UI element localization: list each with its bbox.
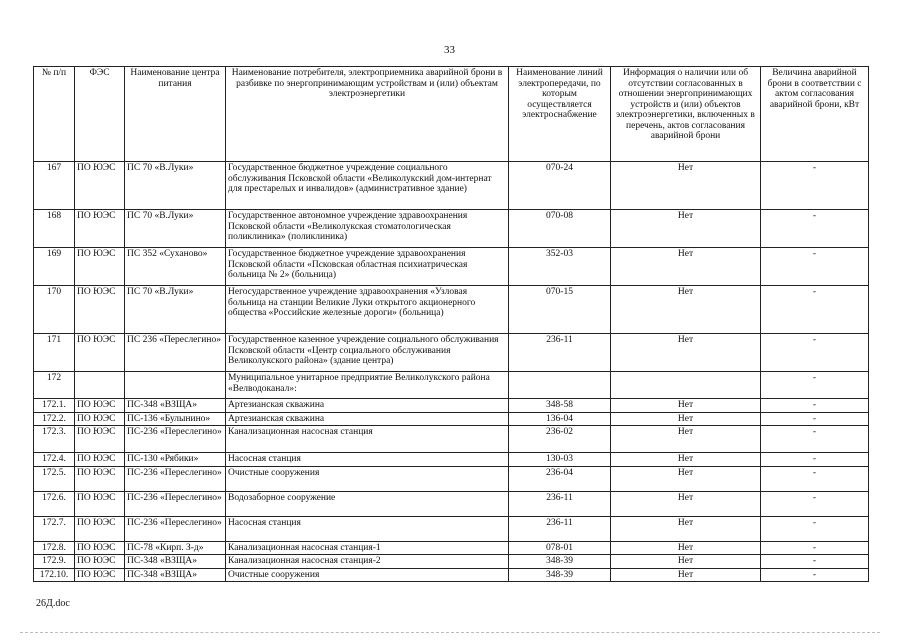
agreement-info-cell: Нет xyxy=(611,286,761,334)
power-line-cell: 070-08 xyxy=(509,210,611,248)
reserve-value-cell: - xyxy=(761,426,869,453)
agreement-info-cell: Нет xyxy=(611,162,761,210)
row-number: 171 xyxy=(34,334,75,372)
agreement-info-cell: Нет xyxy=(611,248,761,286)
table-row xyxy=(34,412,869,426)
table-row xyxy=(34,491,869,516)
reserve-value-cell: - xyxy=(761,248,869,286)
power-line-cell: 130-03 xyxy=(509,453,611,467)
power-center-cell: ПС 352 «Суханово» xyxy=(125,248,226,286)
agreement-info-cell xyxy=(611,372,761,399)
power-center-cell: ПС 70 «В.Луки» xyxy=(125,286,226,334)
fes-cell: ПО ЮЭС xyxy=(75,541,125,555)
table-row xyxy=(34,516,869,541)
fes-cell: ПО ЮЭС xyxy=(75,466,125,491)
reserve-value-cell: - xyxy=(761,162,869,210)
reserve-value-cell: - xyxy=(761,541,869,555)
power-center-cell: ПС-236 «Переслегино» xyxy=(125,426,226,453)
power-line-cell: 236-11 xyxy=(509,334,611,372)
reserve-value-cell: - xyxy=(761,516,869,541)
power-line-cell: 236-04 xyxy=(509,466,611,491)
table-row xyxy=(34,162,869,210)
power-line-cell: 078-01 xyxy=(509,541,611,555)
row-number: 168 xyxy=(34,210,75,248)
reserve-value-cell: - xyxy=(761,491,869,516)
power-line-cell: 352-03 xyxy=(509,248,611,286)
fes-cell: ПО ЮЭС xyxy=(75,555,125,569)
row-number: 172.5. xyxy=(34,466,75,491)
consumer-cell: Очистные сооружения xyxy=(226,466,509,491)
fes-cell: ПО ЮЭС xyxy=(75,412,125,426)
row-number: 172.7. xyxy=(34,516,75,541)
table-row xyxy=(34,372,869,399)
header-consumer: Наименование потребителя, электроприемника аварийной брони в разбивке по энергопринимающим устройствам и (или) объектам электроэнергетики xyxy=(226,67,509,162)
fes-cell: ПО ЮЭС xyxy=(75,286,125,334)
row-number: 172 xyxy=(34,372,75,399)
consumer-cell: Очистные сооружения xyxy=(226,568,509,582)
row-number: 172.1. xyxy=(34,399,75,413)
reserve-value-cell: - xyxy=(761,555,869,569)
agreement-info-cell: Нет xyxy=(611,210,761,248)
fes-cell: ПО ЮЭС xyxy=(75,516,125,541)
page-number: 33 xyxy=(444,44,455,56)
table-body xyxy=(34,162,869,582)
power-center-cell: ПС-236 «Переслегино» xyxy=(125,466,226,491)
power-center-cell: ПС-348 «ВЗЩА» xyxy=(125,555,226,569)
consumer-cell: Муниципальное унитарное предприятие Великолукского района «Велводоканал»: xyxy=(226,372,509,399)
power-center-cell: ПС-348 «ВЗЩА» xyxy=(125,399,226,413)
reserve-value-cell: - xyxy=(761,399,869,413)
reserve-value-cell: - xyxy=(761,334,869,372)
fes-cell: ПО ЮЭС xyxy=(75,453,125,467)
power-center-cell: ПС-236 «Переслегино» xyxy=(125,491,226,516)
fes-cell: ПО ЮЭС xyxy=(75,210,125,248)
row-number: 172.6. xyxy=(34,491,75,516)
power-center-cell: ПС 236 «Переслегино» xyxy=(125,334,226,372)
power-line-cell: 348-58 xyxy=(509,399,611,413)
consumer-cell: Канализационная насосная станция xyxy=(226,426,509,453)
table-row xyxy=(34,334,869,372)
power-center-cell: ПС-78 «Кирп. З-д» xyxy=(125,541,226,555)
consumer-cell: Негосударственное учреждение здравоохранения «Узловая больница на станции Великие Луки открытого акционерного общества «Российские железные дороги» (больница) xyxy=(226,286,509,334)
agreement-info-cell: Нет xyxy=(611,399,761,413)
power-line-cell xyxy=(509,372,611,399)
table-row xyxy=(34,248,869,286)
power-line-cell: 348-39 xyxy=(509,555,611,569)
reserve-value-cell: - xyxy=(761,286,869,334)
power-line-cell: 236-11 xyxy=(509,516,611,541)
table-header-row xyxy=(34,67,869,162)
consumer-cell: Артезианская скважина xyxy=(226,399,509,413)
reserve-table xyxy=(33,66,869,582)
header-reserve-value: Величина аварийной брони в соответствии с актом согласования аварийной брони, кВт xyxy=(761,67,869,162)
table-row xyxy=(34,555,869,569)
agreement-info-cell: Нет xyxy=(611,541,761,555)
power-center-cell: ПС 70 «В.Луки» xyxy=(125,162,226,210)
consumer-cell: Канализационная насосная станция-1 xyxy=(226,541,509,555)
table-row xyxy=(34,453,869,467)
row-number: 172.10. xyxy=(34,568,75,582)
table-row xyxy=(34,466,869,491)
reserve-value-cell: - xyxy=(761,453,869,467)
row-number: 169 xyxy=(34,248,75,286)
consumer-cell: Водозаборное сооружение xyxy=(226,491,509,516)
header-fes: ФЭС xyxy=(75,67,125,162)
consumer-cell: Государственное автономное учреждение здравоохранения Псковской области «Великолукская стоматологическая поликлиника» (поликлиника) xyxy=(226,210,509,248)
fes-cell: ПО ЮЭС xyxy=(75,568,125,582)
agreement-info-cell: Нет xyxy=(611,334,761,372)
table-row xyxy=(34,541,869,555)
agreement-info-cell: Нет xyxy=(611,426,761,453)
page-bottom-divider xyxy=(20,632,880,633)
fes-cell: ПО ЮЭС xyxy=(75,334,125,372)
table-row xyxy=(34,210,869,248)
fes-cell: ПО ЮЭС xyxy=(75,426,125,453)
power-line-cell: 236-11 xyxy=(509,491,611,516)
power-center-cell: ПС-136 «Булынино» xyxy=(125,412,226,426)
consumer-cell: Государственное бюджетное учреждение социального обслуживания Псковской области «Великолукский дом-интернат для престарелых и инвалидов» (административное здание) xyxy=(226,162,509,210)
row-number: 172.2. xyxy=(34,412,75,426)
row-number: 170 xyxy=(34,286,75,334)
reserve-value-cell: - xyxy=(761,466,869,491)
power-line-cell: 070-24 xyxy=(509,162,611,210)
agreement-info-cell: Нет xyxy=(611,412,761,426)
consumer-cell: Государственное казенное учреждение социального обслуживания Псковской области «Центр социального обслуживания Великолукского района» (здание центра) xyxy=(226,334,509,372)
consumer-cell: Канализационная насосная станция-2 xyxy=(226,555,509,569)
table-row xyxy=(34,568,869,582)
table-row xyxy=(34,426,869,453)
power-center-cell: ПС-348 «ВЗЩА» xyxy=(125,568,226,582)
fes-cell: ПО ЮЭС xyxy=(75,399,125,413)
agreement-info-cell: Нет xyxy=(611,516,761,541)
consumer-cell: Государственное бюджетное учреждение здравоохранения Псковской области «Псковская областная психиатрическая больница № 2» (больница) xyxy=(226,248,509,286)
row-number: 172.4. xyxy=(34,453,75,467)
power-line-cell: 348-39 xyxy=(509,568,611,582)
header-agreement-info: Информация о наличии или об отсутствии согласованных в отношении энергопринимающих устройств и (или) объектов электроэнергетики, включенных в перечень, актов согласования аварийной брони xyxy=(611,67,761,162)
power-line-cell: 070-15 xyxy=(509,286,611,334)
fes-cell xyxy=(75,372,125,399)
power-line-cell: 236-02 xyxy=(509,426,611,453)
fes-cell: ПО ЮЭС xyxy=(75,162,125,210)
row-number: 172.9. xyxy=(34,555,75,569)
power-center-cell: ПС-130 «Рябики» xyxy=(125,453,226,467)
header-num: № п/п xyxy=(34,67,75,162)
power-center-cell: ПС 70 «В.Луки» xyxy=(125,210,226,248)
agreement-info-cell: Нет xyxy=(611,453,761,467)
row-number: 172.3. xyxy=(34,426,75,453)
reserve-value-cell: - xyxy=(761,412,869,426)
row-number: 167 xyxy=(34,162,75,210)
fes-cell: ПО ЮЭС xyxy=(75,491,125,516)
row-number: 172.8. xyxy=(34,541,75,555)
power-center-cell xyxy=(125,372,226,399)
consumer-cell: Насосная станция xyxy=(226,453,509,467)
reserve-value-cell: - xyxy=(761,372,869,399)
reserve-value-cell: - xyxy=(761,568,869,582)
power-line-cell: 136-04 xyxy=(509,412,611,426)
table-row xyxy=(34,399,869,413)
header-power-center: Наименование центра питания xyxy=(125,67,226,162)
consumer-cell: Артезианская скважина xyxy=(226,412,509,426)
reserve-value-cell: - xyxy=(761,210,869,248)
fes-cell: ПО ЮЭС xyxy=(75,248,125,286)
consumer-cell: Насосная станция xyxy=(226,516,509,541)
agreement-info-cell: Нет xyxy=(611,555,761,569)
agreement-info-cell: Нет xyxy=(611,491,761,516)
agreement-info-cell: Нет xyxy=(611,466,761,491)
table-row xyxy=(34,286,869,334)
file-name-footer: 26Д.doc xyxy=(36,598,70,609)
agreement-info-cell: Нет xyxy=(611,568,761,582)
power-center-cell: ПС-236 «Переслегино» xyxy=(125,516,226,541)
header-power-line: Наименование линий электропередачи, по которым осуществляется электроснабжение xyxy=(509,67,611,162)
